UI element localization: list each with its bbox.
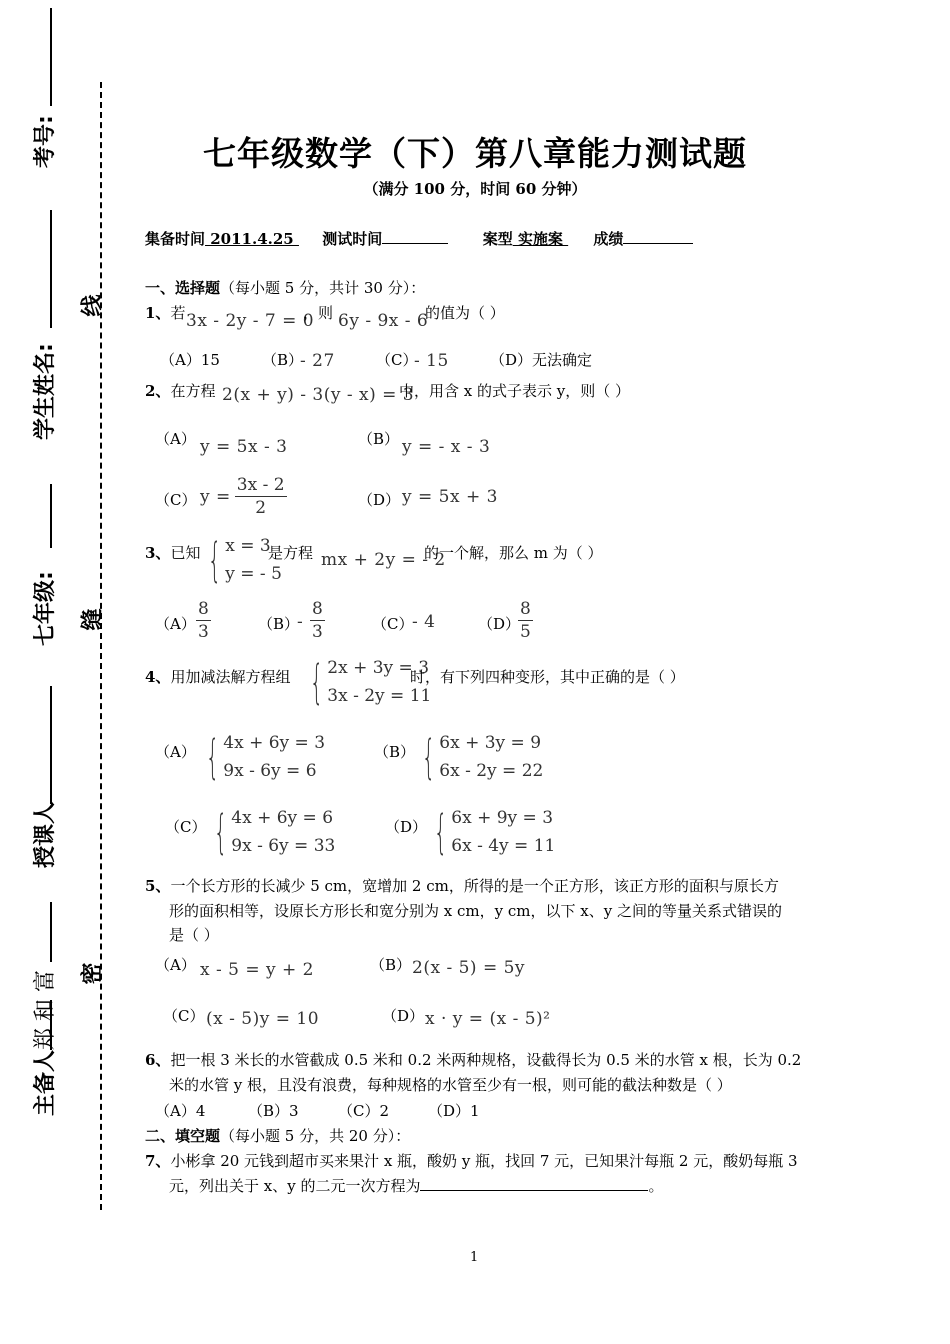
seal-char-xian: 线 [80, 294, 106, 317]
q3-option-b[interactable]: （B） [258, 615, 300, 633]
case-label: 案型 [482, 230, 513, 248]
q5-option-a[interactable]: （A） [155, 956, 196, 974]
q4-option-b-system: { 6x + 3y = 9 6x - 2y = 22 [422, 730, 544, 784]
q2-option-c[interactable]: （C） [155, 491, 197, 509]
question-5-line2: 形的面积相等，设原长方形长和宽分别为 x cm，y cm，以下 x、y 之间的等量关系式错误的 [169, 902, 782, 920]
sidebar-line-3 [50, 484, 52, 548]
q3-option-c-value: - 4 [412, 612, 436, 632]
page-subtitle: （满分 100 分，时间 60 分钟） [363, 180, 587, 198]
q6-option-c[interactable]: （C）2 [338, 1102, 390, 1120]
section1-heading: 一、选择题（每小题 5 分，共计 30 分）： [145, 279, 426, 297]
q3-option-a[interactable]: （A） [155, 615, 196, 633]
q4-option-c-system: { 4x + 6y = 6 9x - 6y = 33 [214, 805, 336, 859]
q2-option-a-value: y = 5x - 3 [200, 437, 288, 457]
q2-option-c-value: y = $\frac{3x - 2}{2}$ [200, 475, 285, 518]
q2-c-numerator: 3x - 2 [236, 475, 285, 495]
seal-char-feng: 缝 [80, 608, 106, 631]
exam-number-label: 考号: [33, 115, 58, 168]
q2-equation: 2(x + y) - 3(y - x) = 3 [222, 385, 415, 405]
test-time-label: 测试时间 [322, 230, 383, 248]
sidebar-line-2 [50, 210, 52, 328]
sidebar-line-6 [50, 1000, 52, 1050]
score-label: 成绩 [593, 230, 624, 248]
q1-option-b-value: - 27 [300, 351, 335, 371]
q1-post: 的值为（ ） [425, 304, 505, 322]
q3-mid: 是方程 [268, 544, 314, 562]
q1-option-c-value: - 15 [414, 351, 449, 371]
question-7-line2: 元，列出关于 x、y 的二元一次方程为 。 [169, 1177, 664, 1195]
q2-post: 中，用含 x 的式子表示 y，则（ ） [399, 382, 631, 400]
question-3: 3、已知 [145, 544, 201, 562]
question-7: 7、小彬拿 20 元钱到超市买来果汁 x 瓶，酸奶 y 瓶，找回 7 元，已知果汁每瓶 2 元，酸奶每瓶 3 [145, 1152, 798, 1170]
question-5-line3: 是（ ） [169, 926, 219, 944]
q3-option-c[interactable]: （C） [372, 615, 414, 633]
sidebar-line-4 [50, 686, 52, 804]
page-number: 1 [470, 1250, 479, 1265]
question-5: 5、一个长方形的长减少 5 cm，宽增加 2 cm，所得的是一个正方形，该正方形的面积与原长方 [145, 877, 779, 895]
student-name-label: 学生姓名: [33, 343, 58, 440]
page-title: 七年级数学（下）第八章能力测试题 [203, 134, 747, 173]
q3-post: 的一个解，那么 m 为（ ） [424, 544, 603, 562]
q4-post: 时，有下列四种变形，其中正确的是（ ） [410, 668, 685, 686]
q3-system: { x = 3 y = - 5 [208, 533, 282, 587]
question-1: 1、若 [145, 304, 186, 322]
q5-option-d[interactable]: （D） [382, 1007, 425, 1025]
binding-dashed-line [100, 82, 102, 1210]
q4-option-a[interactable]: （A） [155, 743, 196, 761]
preparer-label: 主备人 [33, 1049, 58, 1116]
info-row [145, 228, 693, 249]
q1-option-d[interactable]: （D）无法确定 [490, 351, 593, 369]
q6-option-b[interactable]: （B）3 [248, 1102, 299, 1120]
q5-option-c[interactable]: （C） [163, 1007, 205, 1025]
prep-time-value: 2011.4.25 [205, 230, 299, 248]
grade-label: 七年级: [33, 571, 58, 646]
q4-option-d-system: { 6x + 9y = 3 6x - 4y = 11 [434, 805, 556, 859]
q4-option-d[interactable]: （D） [385, 818, 428, 836]
q4-option-c[interactable]: （C） [165, 818, 207, 836]
score-field[interactable] [623, 243, 693, 244]
q5-option-a-value: x - 5 = y + 2 [200, 960, 314, 980]
preparer-name: 郑 和 富 [33, 970, 58, 1050]
q3-option-a-value: $\frac{8}{3}$ [198, 599, 209, 642]
q1-option-b[interactable]: （B） [262, 351, 304, 369]
question-6-line2: 米的水管 y 根，且没有浪费，每种规格的水管至少有一根，则可能的截法种数是（ ） [169, 1076, 732, 1094]
q4-option-a-system: { 4x + 6y = 3 9x - 6y = 6 [206, 730, 326, 784]
q4-option-b[interactable]: （B） [374, 743, 416, 761]
test-time-field[interactable] [382, 243, 448, 244]
q3-option-d[interactable]: （D） [478, 615, 521, 633]
q1-equation-1: 3x - 2y - 7 = 0 [186, 311, 315, 331]
question-6: 6、把一根 3 米长的水管截成 0.5 米和 0.2 米两种规格，设截得长为 0.5 米的水管 x 根，长为 0.2 [145, 1051, 802, 1069]
q3-equation: mx + 2y = - 2 [321, 550, 446, 570]
question-2: 2、在方程 [145, 382, 216, 400]
case-value: 实施案 [512, 230, 569, 248]
question-4: 4、用加减法解方程组 [145, 668, 291, 686]
q1-equation-2: 6y - 9x - 6 [338, 311, 429, 331]
q1-option-c[interactable]: （C） [376, 351, 418, 369]
q5-option-b-value: 2(x - 5) = 5y [412, 958, 526, 978]
q2-option-d[interactable]: （D） [358, 491, 401, 509]
q4-system: { 2x + 3y = 3 3x - 2y = 11 [310, 655, 432, 709]
sidebar-line-1 [50, 8, 52, 106]
q3-option-d-value: $\frac{8}{5}$ [520, 599, 531, 642]
q1-mid: ，则 [303, 304, 334, 322]
q1-option-a[interactable]: （A）15 [160, 351, 220, 369]
sidebar-line-5 [50, 902, 52, 962]
q6-option-d[interactable]: （D）1 [428, 1102, 480, 1120]
q2-option-b-value: y = - x - 3 [402, 437, 491, 457]
q3-option-b-sign: - [297, 612, 304, 632]
q2-option-d-value: y = 5x + 3 [402, 487, 498, 507]
q5-option-c-value: (x - 5)y = 10 [206, 1009, 320, 1029]
teacher-label: 授课人 [33, 801, 58, 868]
q3-option-b-value: $\frac{8}{3}$ [312, 599, 323, 642]
q2-c-denominator: 2 [255, 498, 267, 518]
q5-option-b[interactable]: （B） [370, 956, 412, 974]
q2-option-b[interactable]: （B） [358, 430, 400, 448]
prep-time-label: 集备时间 [145, 230, 206, 248]
q5-option-d-value: x · y = (x - 5)² [425, 1009, 551, 1029]
seal-char-mi: 密 [80, 962, 106, 985]
q2-option-a[interactable]: （A） [155, 430, 196, 448]
q6-option-a[interactable]: （A）4 [155, 1102, 206, 1120]
section2-heading: 二、填空题（每小题 5 分，共 20 分）： [145, 1127, 411, 1145]
q7-answer-field[interactable] [420, 1190, 648, 1191]
